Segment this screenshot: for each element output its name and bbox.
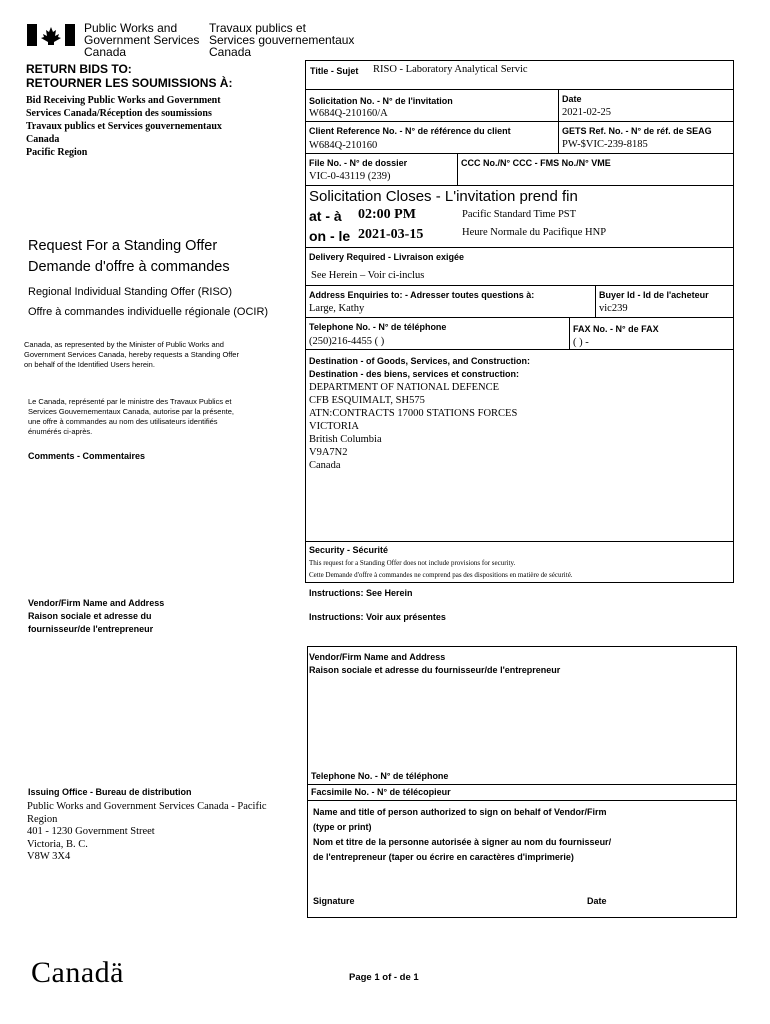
closing-date: 2021-03-15 <box>358 227 424 242</box>
fax-label: FAX No. - N° de FAX <box>573 324 659 334</box>
page-number: Page 1 of - de 1 <box>349 972 419 983</box>
client-ref-label: Client Reference No. - N° de référence du client <box>309 126 511 136</box>
date-label: Date <box>562 94 582 104</box>
comments-label: Comments - Commentaires <box>28 451 146 461</box>
destination-address: DEPARTMENT OF NATIONAL DEFENCE CFB ESQUIMALT, SH575 ATN:CONTRACTS 17000 STATIONS FORCES VICTORIA British Columbia V9A7N2 Canada <box>309 382 518 471</box>
on-label: on - le <box>309 228 351 244</box>
client-ref-value: W684Q-210160 <box>309 140 378 151</box>
at-label: at - à <box>309 208 342 224</box>
ccc-no-label: CCC No./N° CCC - FMS No./N° VME <box>461 158 611 168</box>
issuing-office-label: Issuing Office - Bureau de distribution <box>28 787 192 797</box>
vendor-label-left: Vendor/Firm Name and Address Raison sociale et adresse du fournisseur/de l'entrepreneur <box>28 598 165 634</box>
security-text: This request for a Standing Offer does not include provisions for security. Cette Demande d'offre à commandes ne comprend pas des dispositions en matière de sécurité. <box>309 559 573 579</box>
return-bids-address: Bid Receiving Public Works and Government Services Canada/Réception des soumissions Travaux publics et Services gouvernementaux Canada Pacific Region <box>26 95 222 158</box>
vendor-fax-label: Facsimile No. - N° de télécopieur <box>311 787 451 797</box>
authorized-person-label: Name and title of person authorized to sign on behalf of Vendor/Firm (type or print) Nom et titre de la personne autorisée à signer au nom du fournisseur/ de l'entrepreneur (taper ou écrire en caractères d'imprimerie) <box>313 807 612 862</box>
security-label: Security - Sécurité <box>309 545 389 555</box>
destination-label: Destination - of Goods, Services, and Construction: Destination - des biens, services et construction: <box>309 356 531 379</box>
return-bids-title: RETURN BIDS TO: RETOURNER LES SOUMISSIONS À: <box>26 62 233 90</box>
instructions-en: Instructions: See Herein <box>309 588 413 598</box>
solicitation-no-label: Solicitation No. - N° de l'invitation <box>309 96 453 106</box>
signature-date-label: Date <box>587 896 607 906</box>
buyer-id-value: vic239 <box>599 303 628 314</box>
vendor-box <box>307 646 737 918</box>
dept-name-fr: Travaux publics et Services gouvernementaux Canada <box>209 21 355 59</box>
telephone-label: Telephone No. - N° de téléphone <box>309 322 447 332</box>
delivery-label: Delivery Required - Livraison exigée <box>309 252 465 262</box>
address-enquiries-value: Large, Kathy <box>309 303 365 314</box>
title-label: Title - Sujet <box>310 66 359 76</box>
solicitation-no-value: W684Q-210160/A <box>309 108 388 119</box>
buyer-id-label: Buyer Id - Id de l'acheteur <box>599 290 709 300</box>
date-value: 2021-02-25 <box>562 107 611 118</box>
closing-title: Solicitation Closes - L'invitation prend fin <box>309 188 578 205</box>
instructions-fr: Instructions: Voir aux présentes <box>309 612 446 622</box>
title-value: RISO - Laboratory Analytical Servic <box>373 64 528 75</box>
dept-name-en: Public Works and Government Services Canada <box>84 21 200 59</box>
canada-wordmark: Canadä <box>31 956 124 989</box>
closing-time: 02:00 PM <box>358 207 416 222</box>
telephone-value: (250)216-4455 ( ) <box>309 336 385 347</box>
address-enquiries-label: Address Enquiries to: - Adresser toutes questions à: <box>309 290 535 300</box>
file-no-value: VIC-0-43119 (239) <box>309 171 391 182</box>
timezone-en: Pacific Standard Time PST <box>462 209 577 220</box>
delivery-value: See Herein – Voir ci-inclus <box>311 270 425 281</box>
riso-label: Regional Individual Standing Offer (RISO) Offre à commandes individuelle régionale (OCIR) <box>28 286 269 318</box>
request-paragraph-fr: Le Canada, représenté par le ministre des Travaux Publics et Services Gouvernementaux Canada, autorise par la présente, une offre à commandes au nom des utilisateurs identifiés énumérés ci-après. <box>28 397 234 436</box>
issuing-office-address: Public Works and Government Services Canada - Pacific Region 401 - 1230 Government Street Victoria, B. C. V8W 3X4 <box>27 801 267 862</box>
gets-ref-label: GETS Ref. No. - N° de réf. de SEAG <box>562 126 712 136</box>
file-no-label: File No. - N° de dossier <box>309 158 408 168</box>
vendor-box-label: Vendor/Firm Name and Address Raison sociale et adresse du fournisseur/de l'entrepreneur <box>309 652 561 675</box>
request-paragraph-en: Canada, as represented by the Minister of Public Works and Government Services Canada, hereby requests a Standing Offer on behalf of the Identified Users herein. <box>24 340 239 369</box>
fax-value: ( ) - <box>573 337 589 348</box>
request-title: Request For a Standing Offer Demande d'offre à commandes <box>28 238 230 275</box>
vendor-telephone-label: Telephone No. - N° de téléphone <box>311 771 449 781</box>
timezone-fr: Heure Normale du Pacifique HNP <box>462 227 607 238</box>
canada-flag-icon <box>27 24 75 46</box>
signature-label: Signature <box>313 896 355 906</box>
gets-ref-value: PW-$VIC-239-8185 <box>562 139 648 150</box>
